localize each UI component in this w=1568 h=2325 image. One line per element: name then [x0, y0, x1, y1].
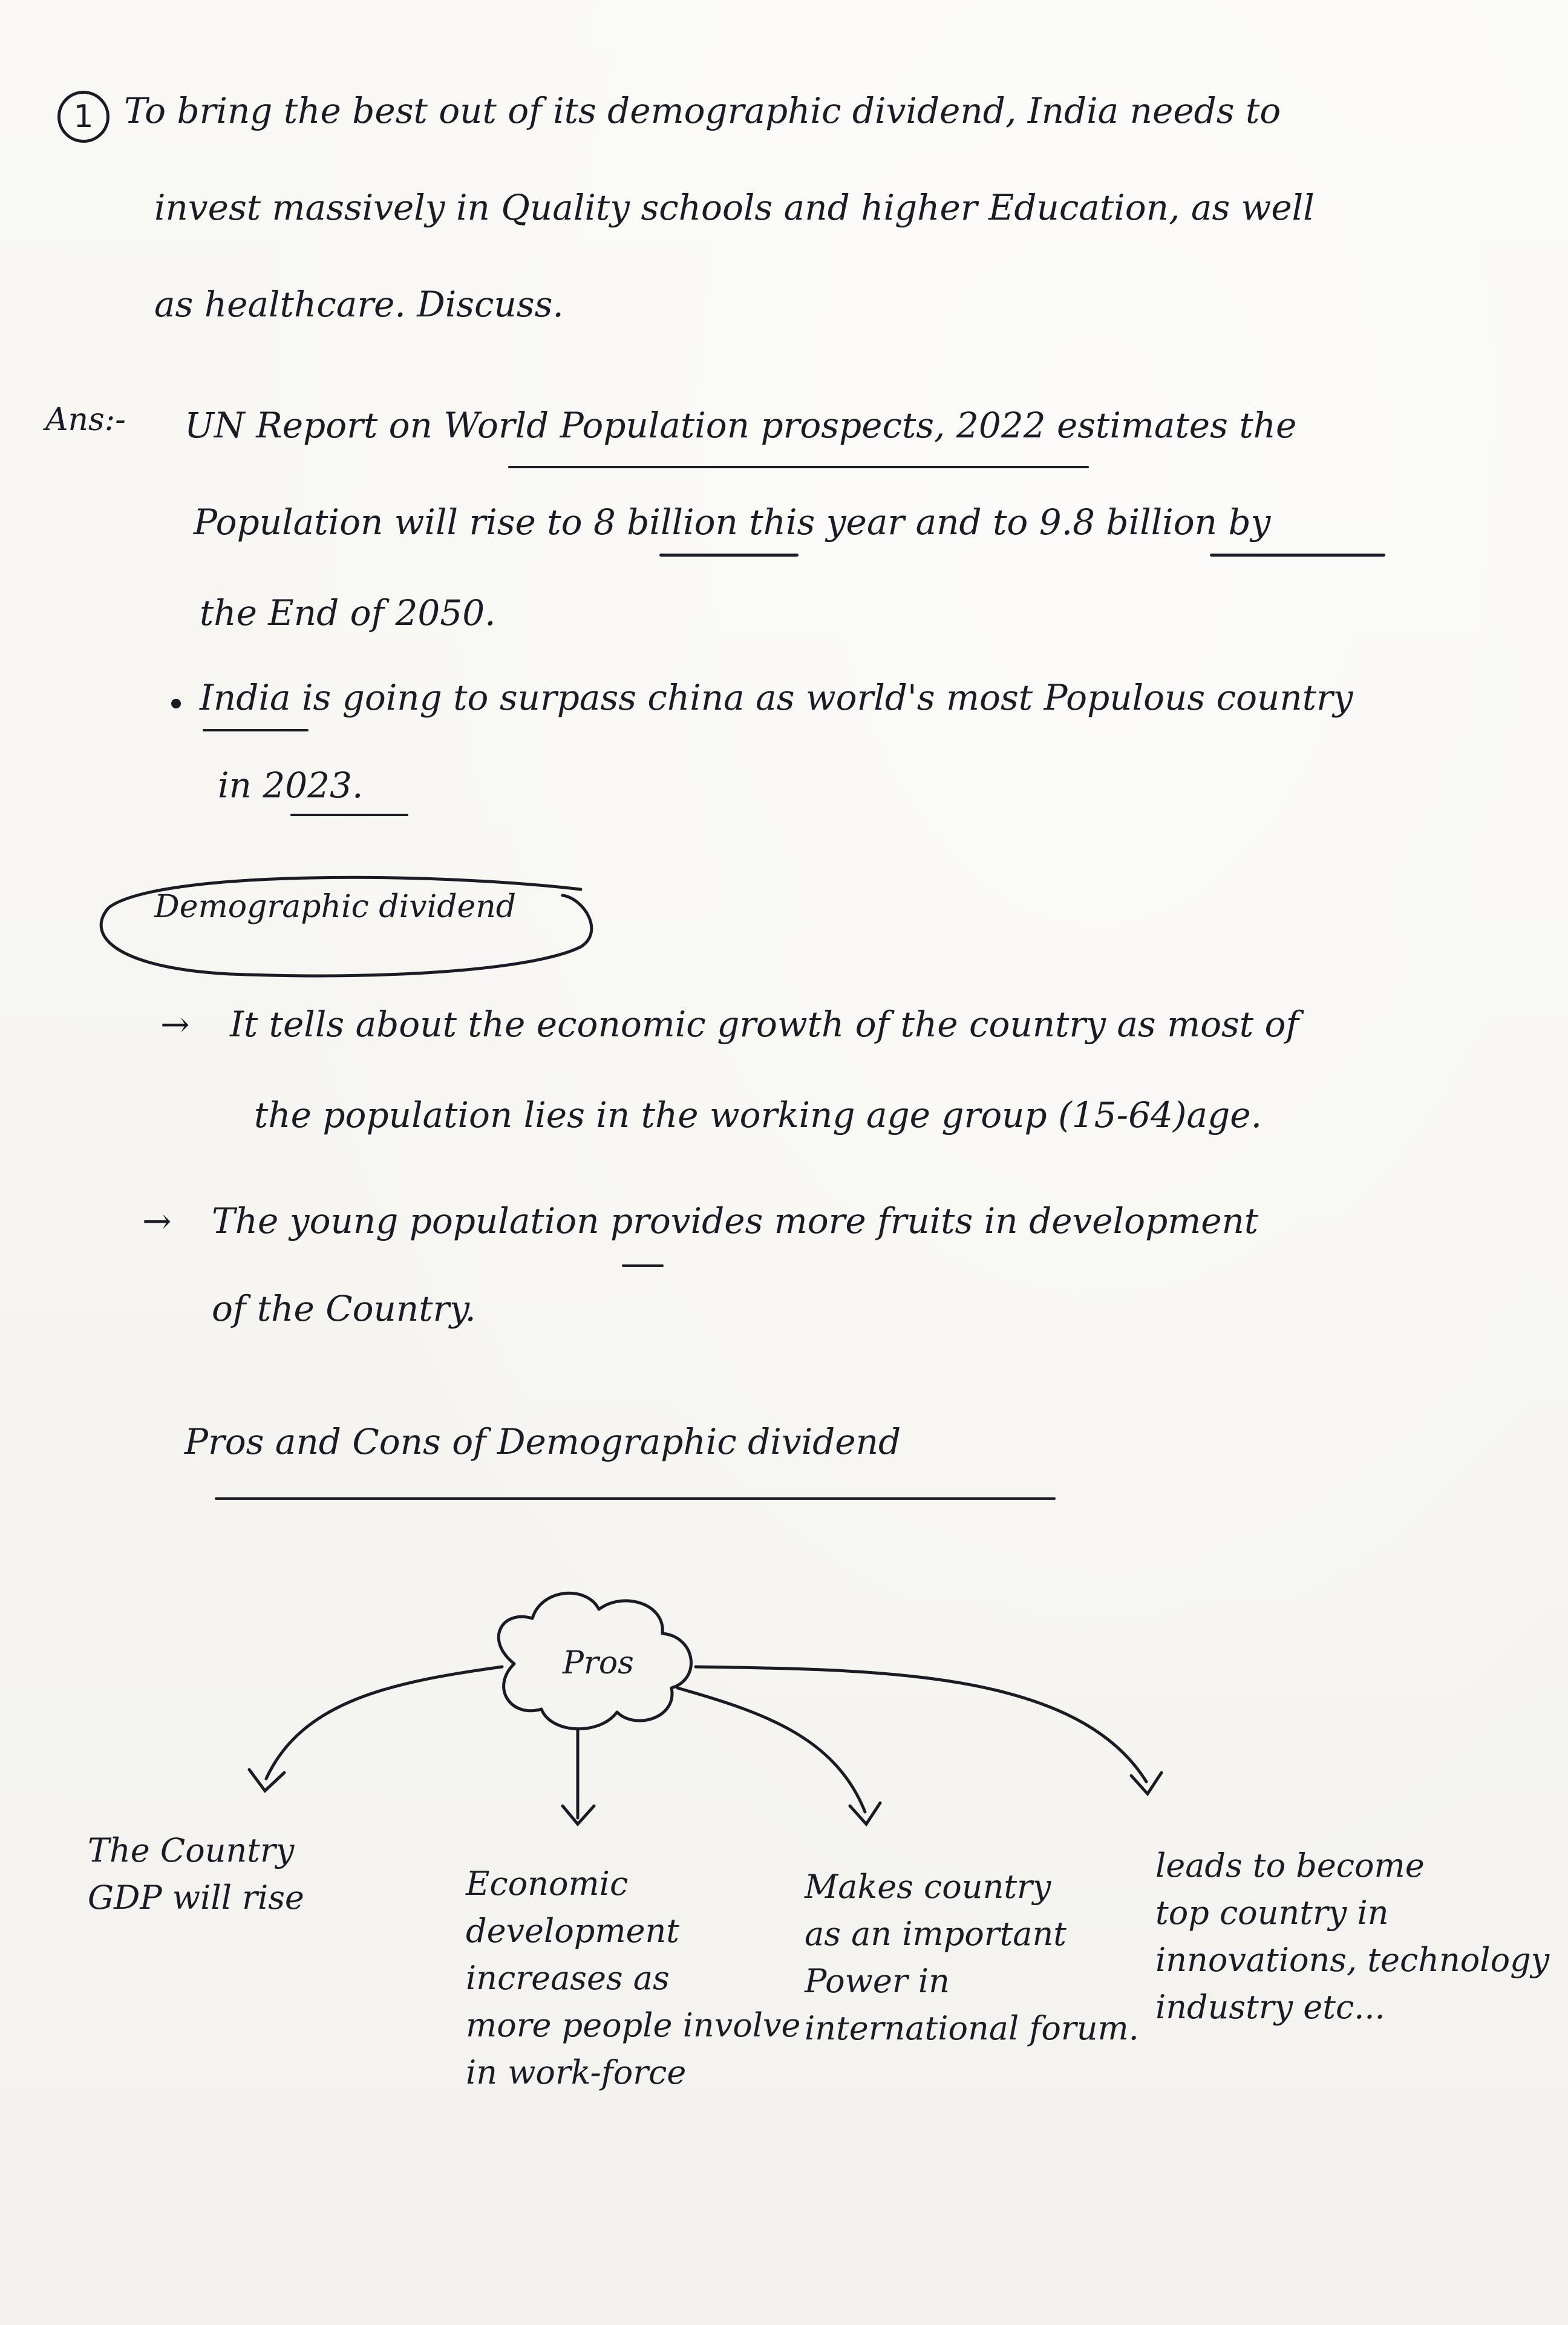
answer-line-1: UN Report on World Population prospects, 2022 estimates the	[185, 405, 1297, 446]
question-line-2: invest massively in Quality schools and higher Education, as well	[154, 187, 1315, 228]
pros-item-4-line-1: leads to become	[1155, 1846, 1425, 1885]
pros-item-3	[805, 1863, 1139, 2052]
arrowhead-1	[249, 1770, 284, 1791]
question-line-3: as healthcare. Discuss.	[154, 284, 564, 325]
dd-point-1-line-2: the population lies in the working age group (15-64)age.	[254, 1094, 1263, 1136]
pros-item-2-line-2: development	[466, 1912, 679, 1950]
pros-item-4	[1155, 1842, 1549, 2031]
underline-2023	[290, 814, 408, 816]
pros-item-3-line-4: international forum.	[805, 2009, 1139, 2047]
pros-cloud-label: Pros	[563, 1645, 634, 1681]
dd-point-2-line-1: The young population provides more fruits in development	[212, 1200, 1259, 1241]
arrowhead-2	[563, 1806, 594, 1824]
pros-item-3-line-1: Makes country	[805, 1868, 1051, 1906]
underline-8-billion	[659, 554, 799, 557]
pros-cons-heading-underline	[215, 1497, 1056, 1500]
branch-4	[696, 1667, 1146, 1782]
branch-3	[678, 1688, 865, 1812]
bullet-dot	[171, 699, 181, 708]
pros-item-4-line-2: top country in	[1155, 1894, 1389, 1932]
underline-report-title	[508, 466, 1089, 468]
branch-1	[266, 1667, 502, 1779]
pros-item-2-line-3: increases as	[466, 1959, 670, 1997]
arrow-1: →	[160, 1004, 190, 1045]
pros-item-2-line-4: more people involve	[466, 2006, 801, 2044]
answer-line-3: the End of 2050.	[200, 592, 496, 633]
pros-item-2-line-5: in work-force	[466, 2053, 687, 2091]
pros-item-2	[466, 1860, 800, 2096]
question-number-circle: 1	[57, 91, 109, 143]
pros-item-4-line-4: industry etc...	[1155, 1988, 1385, 2026]
pros-item-1	[88, 1827, 304, 1921]
pros-item-1-line-2: GDP will rise	[88, 1879, 304, 1917]
dd-point-1-line-1: It tells about the economic growth of the country as most of	[230, 1004, 1299, 1045]
pros-item-1-line-1: The Country	[88, 1831, 295, 1869]
pros-cons-heading: Pros and Cons of Demographic dividend	[185, 1421, 901, 1462]
arrowhead-4	[1131, 1773, 1161, 1794]
pros-item-3-line-3: Power in	[805, 1962, 950, 2000]
answer-label: Ans:-	[45, 402, 126, 438]
answer-line-2: Population will rise to 8 billion this year and to 9.8 billion by	[194, 502, 1271, 543]
arrow-heads	[249, 1770, 1161, 1824]
demographic-dividend-heading: Demographic dividend	[154, 889, 517, 925]
branch-lines	[266, 1667, 1146, 1818]
underline-india	[203, 729, 309, 731]
pros-item-3-line-2: as an important	[805, 1915, 1067, 1953]
bullet-line-1: India is going to surpass china as world's most Populous country	[200, 677, 1353, 718]
question-line-1: To bring the best out of its demographic dividend, India needs to	[124, 90, 1281, 131]
dd-point-2-line-2: of the Country.	[212, 1288, 476, 1329]
underline-9-8-billion	[1210, 554, 1385, 557]
arrow-2: →	[142, 1200, 172, 1241]
pros-item-4-line-3: innovations, technology	[1155, 1941, 1550, 1979]
arrowhead-3	[850, 1803, 880, 1824]
pros-item-2-line-1: Economic	[466, 1865, 629, 1903]
bullet-line-2: in 2023.	[218, 765, 364, 806]
